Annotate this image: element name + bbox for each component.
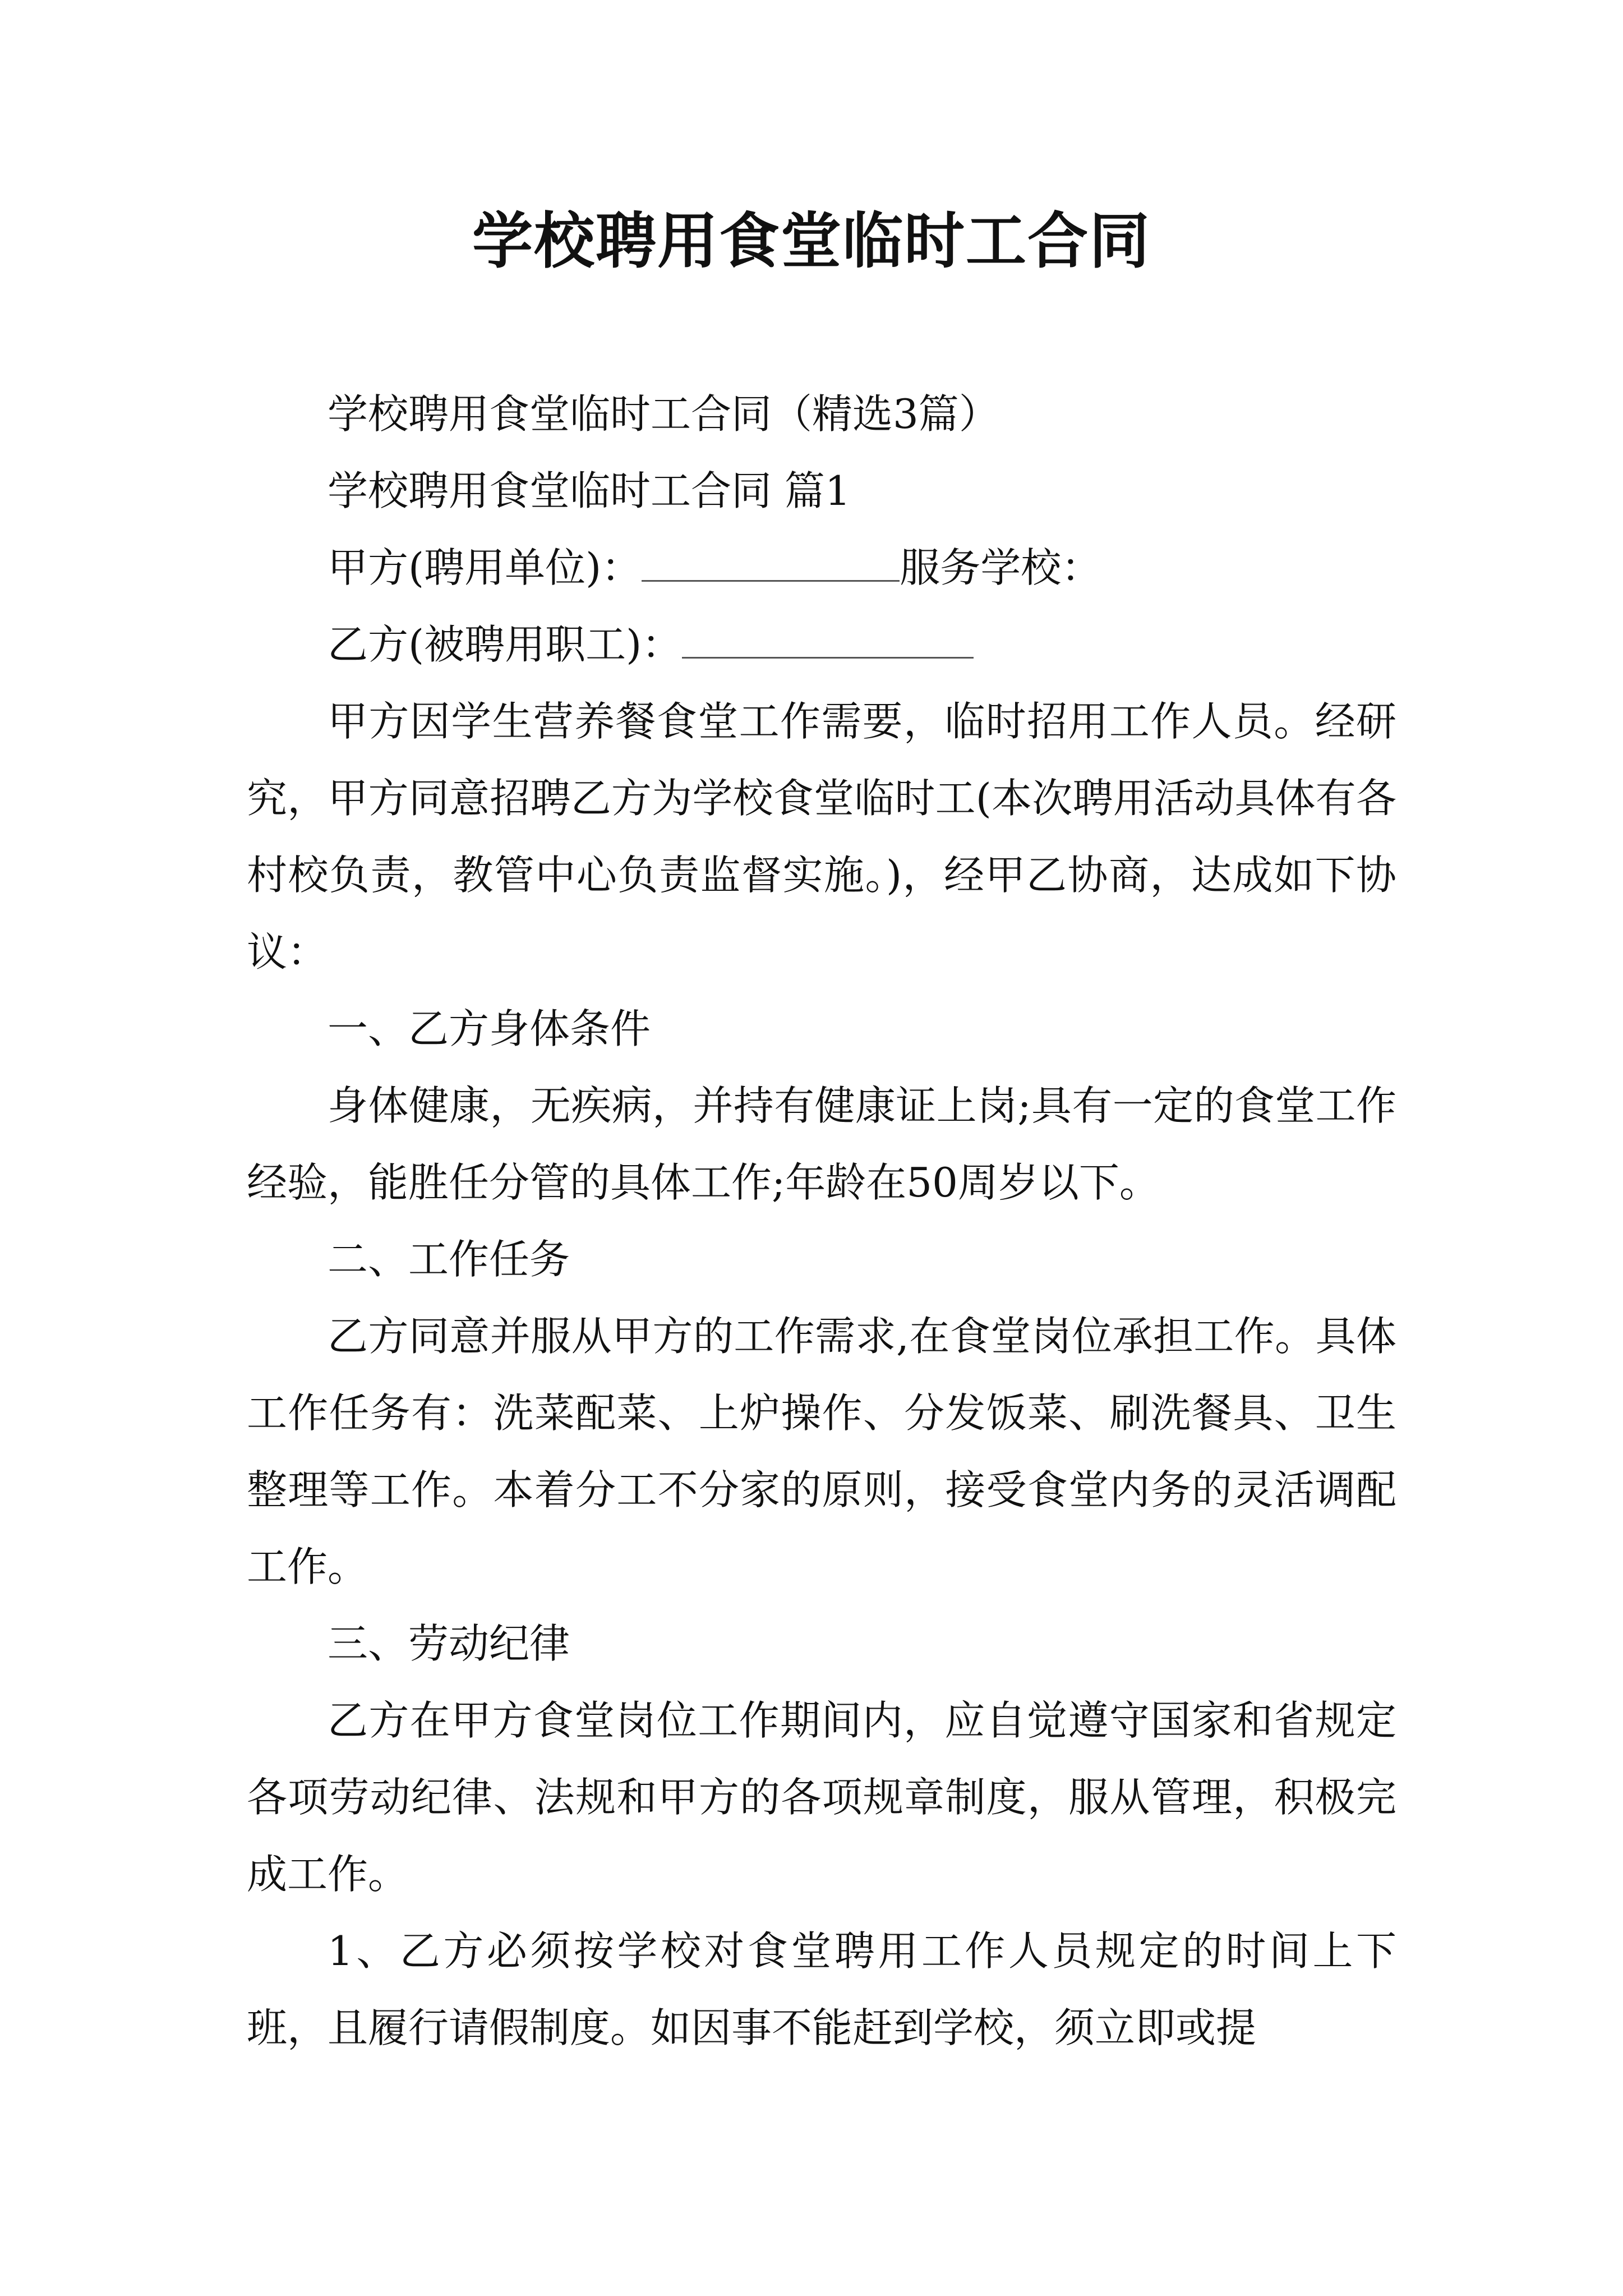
party-b-label: 乙方(被聘用职工)： [328, 621, 683, 668]
party-b-blank-line [682, 622, 974, 659]
service-school-label: 服务学校： [900, 544, 1102, 591]
document-body [247, 376, 1396, 2067]
paragraph-discipline: 乙方在甲方食堂岗位工作期间内，应自觉遵守国家和省规定各项劳动纪律、法规和甲方的各项规章制度，服从管理，积极完成工作。 [247, 1697, 1396, 1898]
paragraph-party-a [247, 530, 1396, 606]
paragraph-intro: 甲方因学生营养餐食堂工作需要，临时招用工作人员。经研究，甲方同意招聘乙方为学校食堂临时工(本次聘用活动具体有各村校负责，教管中心负责监督实施。)，经甲乙协商，达成如下协议： [247, 698, 1396, 976]
section-heading-3: 三、劳动纪律 [328, 1620, 570, 1667]
paragraph-health: 身体健康，无疾病，并持有健康证上岗;具有一定的食堂工作经验，能胜任分管的具体工作;年龄在50周岁以下。 [247, 1082, 1396, 1206]
section-heading-1: 一、乙方身体条件 [328, 1005, 651, 1052]
section-heading-2: 二、工作任务 [328, 1236, 570, 1283]
paragraph-subtitle: 学校聘用食堂临时工合同（精选3篇） [328, 390, 999, 438]
document-title: 学校聘用食堂临时工合同 [472, 206, 1151, 277]
paragraph-clause-1: 1、乙方必须按学校对食堂聘用工作人员规定的时间上下班，且履行请假制度。如因事不能赶到学校，须立即或提 [247, 1927, 1396, 2051]
paragraph-party-b [247, 606, 1396, 683]
party-a-blank-line [642, 545, 900, 582]
paragraph-part-heading: 学校聘用食堂临时工合同 篇1 [328, 467, 851, 514]
paragraph-tasks: 乙方同意并服从甲方的工作需求,在食堂岗位承担工作。具体工作任务有：洗菜配菜、上炉操作、分发饭菜、刷洗餐具、卫生整理等工作。本着分工不分家的原则，接受食堂内务的灵活调配工作。 [247, 1313, 1396, 1590]
party-a-label: 甲方(聘用单位)： [328, 544, 642, 591]
